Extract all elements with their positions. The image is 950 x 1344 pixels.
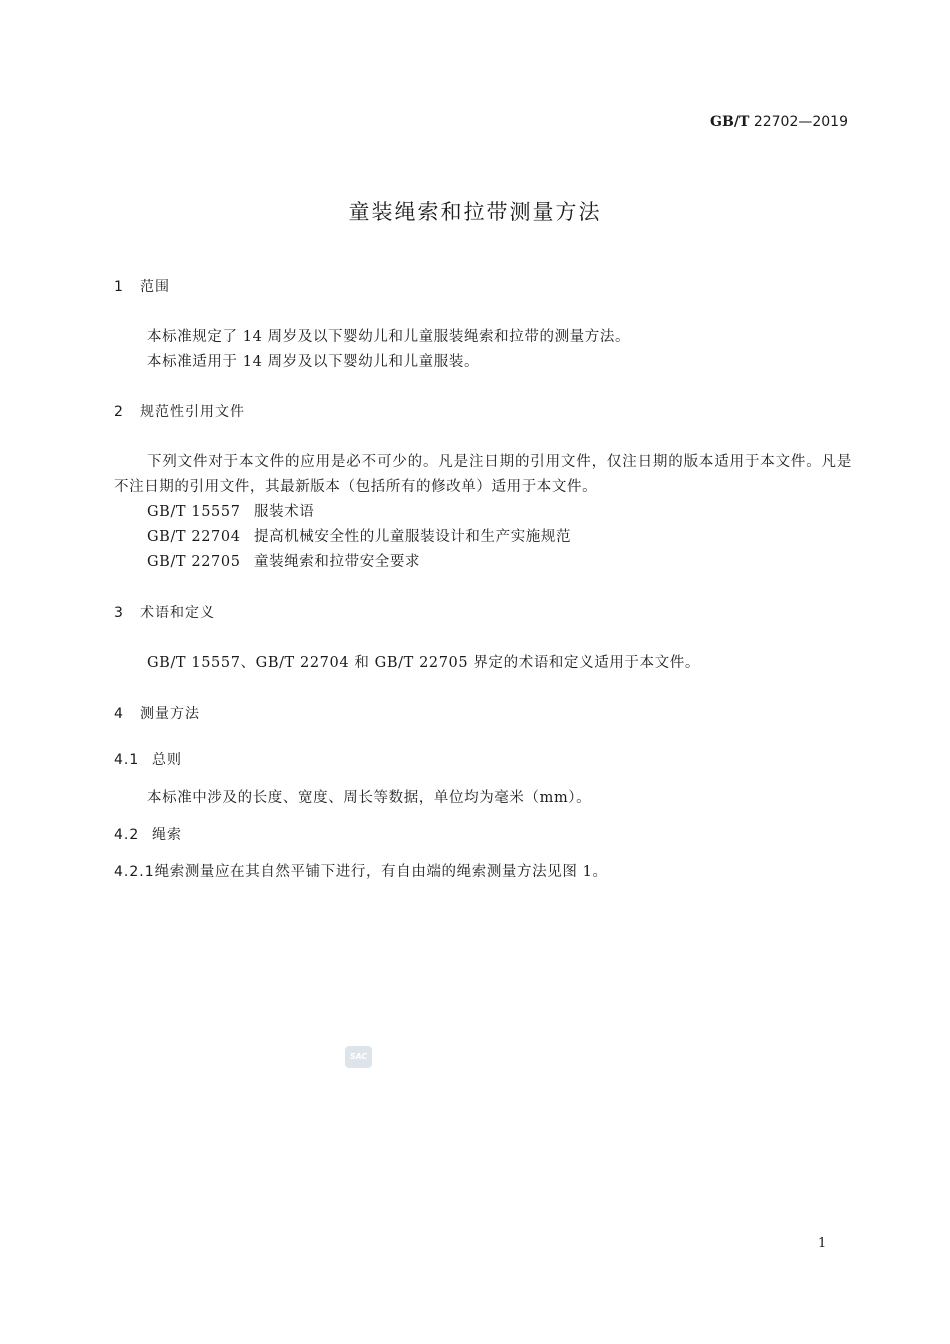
section-3-para: GB/T 15557、GB/T 22704 和 GB/T 22705 界定的术语和定义适用于本文件。 — [147, 655, 700, 671]
section-4-2-number: 4.2 — [114, 827, 140, 843]
section-1-heading — [114, 276, 170, 296]
reference-item — [147, 550, 420, 571]
page-number: 1 — [818, 1236, 827, 1251]
reference-title: 童装绳索和拉带安全要求 — [254, 554, 421, 570]
reference-code: GB/T 15557 — [147, 504, 241, 520]
section-2-number: 2 — [114, 404, 124, 420]
section-3-title: 术语和定义 — [140, 605, 215, 621]
section-4-1-para: 本标准中涉及的长度、宽度、周长等数据，单位均为毫米（mm）。 — [147, 790, 592, 806]
section-4-1-title: 总则 — [152, 752, 182, 768]
section-3-number: 3 — [114, 605, 124, 621]
reference-item — [147, 525, 571, 546]
reference-title: 服装术语 — [254, 504, 315, 520]
section-4-heading — [114, 703, 200, 723]
section-4-title: 测量方法 — [140, 706, 200, 722]
section-1-number: 1 — [114, 279, 124, 295]
section-1-para-2: 本标准适用于 14 周岁及以下婴幼儿和儿童服装。 — [147, 354, 480, 370]
section-2-heading — [114, 401, 245, 421]
reference-title: 提高机械安全性的儿童服装设计和生产实施规范 — [254, 529, 572, 545]
reference-item — [147, 500, 314, 521]
sac-watermark-logo: SAC — [345, 1046, 372, 1068]
section-4-2-1-text: 绳索测量应在其自然平铺下进行，有自由端的绳索测量方法见图 1。 — [154, 864, 608, 880]
section-4-2-title: 绳索 — [152, 827, 182, 843]
reference-code: GB/T 22704 — [147, 529, 241, 545]
section-1-title: 范围 — [140, 279, 170, 295]
standard-code — [710, 114, 848, 130]
section-4-1-number: 4.1 — [114, 752, 140, 768]
section-4-2-1-number: 4.2.1 — [114, 864, 155, 880]
document-title: 童装绳索和拉带测量方法 — [348, 200, 602, 224]
section-3-heading — [114, 602, 215, 622]
section-4-2-1-clause — [114, 860, 608, 881]
standard-prefix: GB/T — [710, 114, 750, 130]
section-1-para-1: 本标准规定了 14 周岁及以下婴幼儿和儿童服装绳索和拉带的测量方法。 — [147, 329, 631, 345]
section-4-1-heading — [114, 749, 182, 769]
section-2-intro: 下列文件对于本文件的应用是必不可少的。凡是注日期的引用文件，仅注日期的版本适用于本文件。凡是不注日期的引用文件，其最新版本（包括所有的修改单）适用于本文件。 — [114, 454, 852, 495]
standard-number: 22702—2019 — [753, 114, 848, 130]
reference-code: GB/T 22705 — [147, 554, 241, 570]
section-4-number: 4 — [114, 706, 124, 722]
section-2-title: 规范性引用文件 — [140, 404, 245, 420]
section-4-2-heading — [114, 824, 182, 844]
